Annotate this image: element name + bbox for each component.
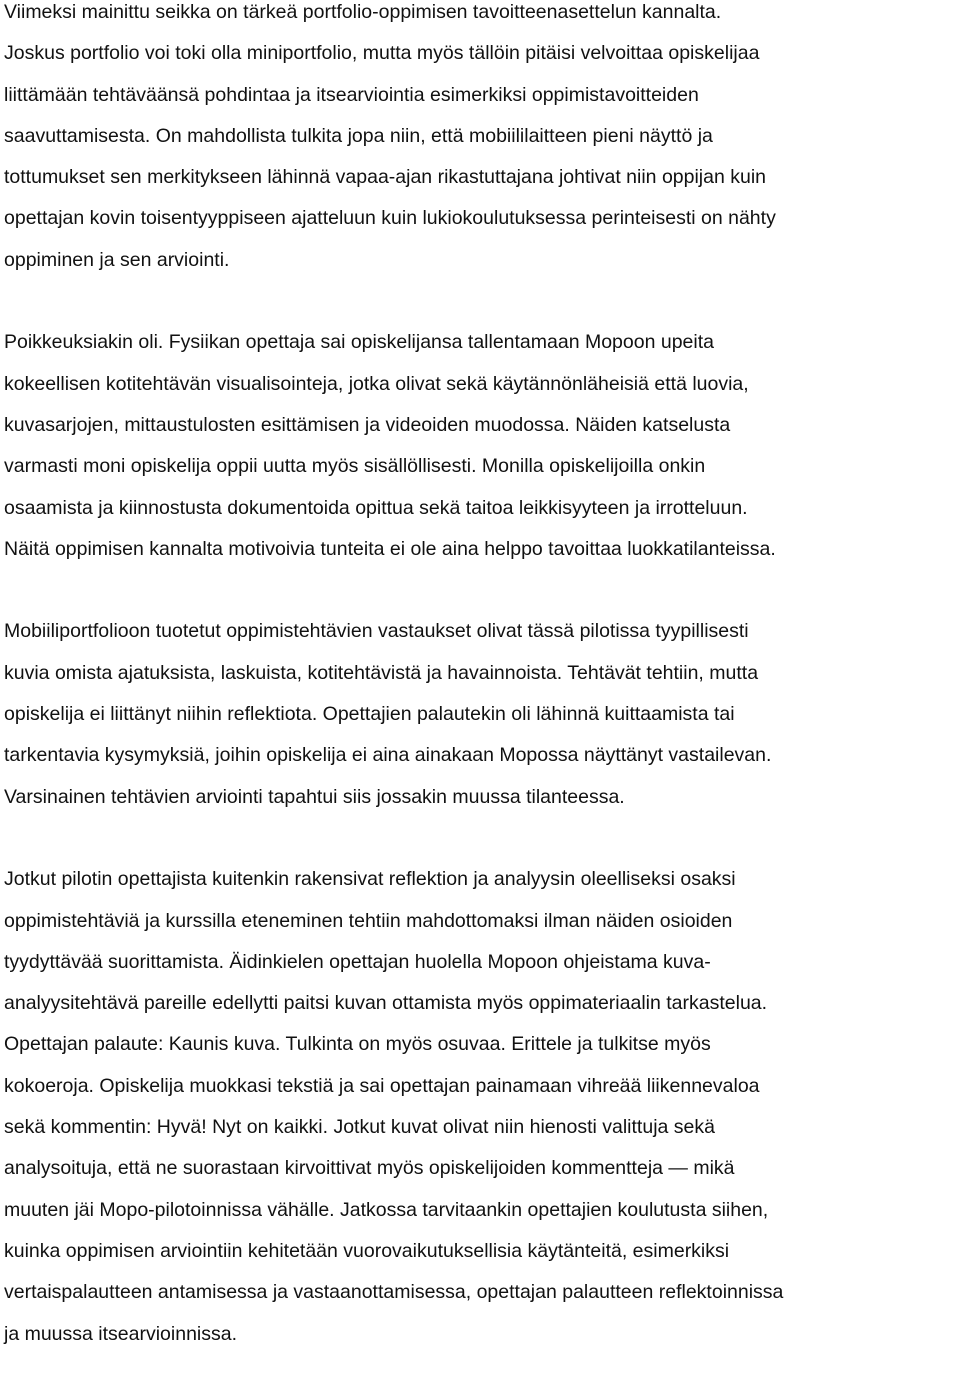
text-line: ja muussa itsearvioinnissa. <box>4 1322 238 1345</box>
text-line: Poikkeuksiakin oli. Fysiikan opettaja sai opiskelijansa tallentamaan Mopoon upeita <box>4 331 714 354</box>
text-line: vertaispalautteen antamisessa ja vastaanottamisessa, opettajan palautteen reflektoinnissa <box>4 1281 784 1304</box>
text-line: Joskus portfolio voi toki olla miniportfolio, mutta myös tällöin pitäisi velvoittaa opiskelijaa <box>4 42 760 65</box>
text-line: Viimeksi mainittu seikka on tärkeä portfolio-oppimisen tavoitteenasettelun kannalta. <box>4 1 722 23</box>
document-page <box>4 0 956 1396</box>
text-line: Varsinainen tehtävien arviointi tapahtui siis jossakin muussa tilanteessa. <box>4 785 625 808</box>
text-line: Näitä oppimisen kannalta motivoivia tunteita ei ole aina helppo tavoittaa luokkatilanteissa. <box>4 537 776 560</box>
text-line: oppimistehtäviä ja kurssilla eteneminen tehtiin mahdottomaksi ilman näiden osioiden <box>4 909 733 932</box>
text-line: sekä kommentin: Hyvä! Nyt on kaikki. Jotkut kuvat olivat niin hienosti valittuja sekä <box>4 1116 715 1139</box>
text-line: tyydyttävää suorittamista. Äidinkielen opettajan huolella Mopoon ohjeistama kuva- <box>4 950 711 973</box>
text-line: kuvia omista ajatuksista, laskuista, kotitehtävistä ja havainnoista. Tehtävät tehtiin, mutta <box>4 661 759 684</box>
text-line: oppiminen ja sen arviointi. <box>4 248 230 271</box>
text-line: kokeellisen kotitehtävän visualisointeja, jotka olivat sekä käytännönläheisiä että luovia, <box>4 372 749 395</box>
text-line: opiskelija ei liittänyt niihin reflektiota. Opettajien palautekin oli lähinnä kuittaamista tai <box>4 703 735 726</box>
text-line: Opettajan palaute: Kaunis kuva. Tulkinta on myös osuvaa. Erittele ja tulkitse myös <box>4 1033 711 1056</box>
text-line: tottumukset sen merkitykseen lähinnä vapaa-ajan rikastuttajana johtivat niin oppijan kuin <box>4 166 767 189</box>
text-line: opettajan kovin toisentyyppiseen ajatteluun kuin lukiokoulutuksessa perinteisesti on nähty <box>4 207 776 230</box>
paragraph-1 <box>4 0 956 281</box>
text-line: Jotkut pilotin opettajista kuitenkin rakensivat reflektion ja analyysin oleelliseksi osaksi <box>4 868 736 891</box>
text-line: analyysitehtävä pareille edellytti paitsi kuvan ottamista myös oppimateriaalin tarkastelua. <box>4 992 768 1015</box>
text-line: varmasti moni opiskelija oppii uutta myös sisällöllisesti. Monilla opiskelijoilla onkin <box>4 455 706 478</box>
text-line: saavuttamisesta. On mahdollista tulkita jopa niin, että mobiililaitteen pieni näyttö ja <box>4 124 713 147</box>
text-line: Mobiiliportfolioon tuotetut oppimistehtävien vastaukset olivat tässä pilotissa tyypillisesti <box>4 620 749 643</box>
paragraph-4 <box>4 859 956 1355</box>
text-line: kokoeroja. Opiskelija muokkasi tekstiä ja sai opettajan painamaan vihreää liikennevaloa <box>4 1074 760 1097</box>
paragraph-3 <box>4 611 956 817</box>
text-line: tarkentavia kysymyksiä, joihin opiskelija ei aina ainakaan Mopossa näyttänyt vastailevan. <box>4 744 772 767</box>
text-line: muuten jäi Mopo-pilotoinnissa vähälle. Jatkossa tarvitaankin opettajien koulutusta siihen, <box>4 1198 769 1221</box>
text-line: analysoituja, että ne suorastaan kirvoittivat myös opiskelijoiden kommentteja — mikä <box>4 1157 735 1180</box>
text-line: kuvasarjojen, mittaustulosten esittämisen ja videoiden muodossa. Näiden katselusta <box>4 413 731 436</box>
text-line: liittämään tehtäväänsä pohdintaa ja itsearviointia esimerkiksi oppimistavoitteiden <box>4 83 699 106</box>
text-line: osaamista ja kiinnostusta dokumentoida opittua sekä taitoa leikkisyyteen ja irrotteluun. <box>4 496 748 519</box>
paragraph-2 <box>4 322 956 570</box>
text-line: kuinka oppimisen arviointiin kehitetään vuorovaikutuksellisia käytänteitä, esimerkiksi <box>4 1239 730 1262</box>
